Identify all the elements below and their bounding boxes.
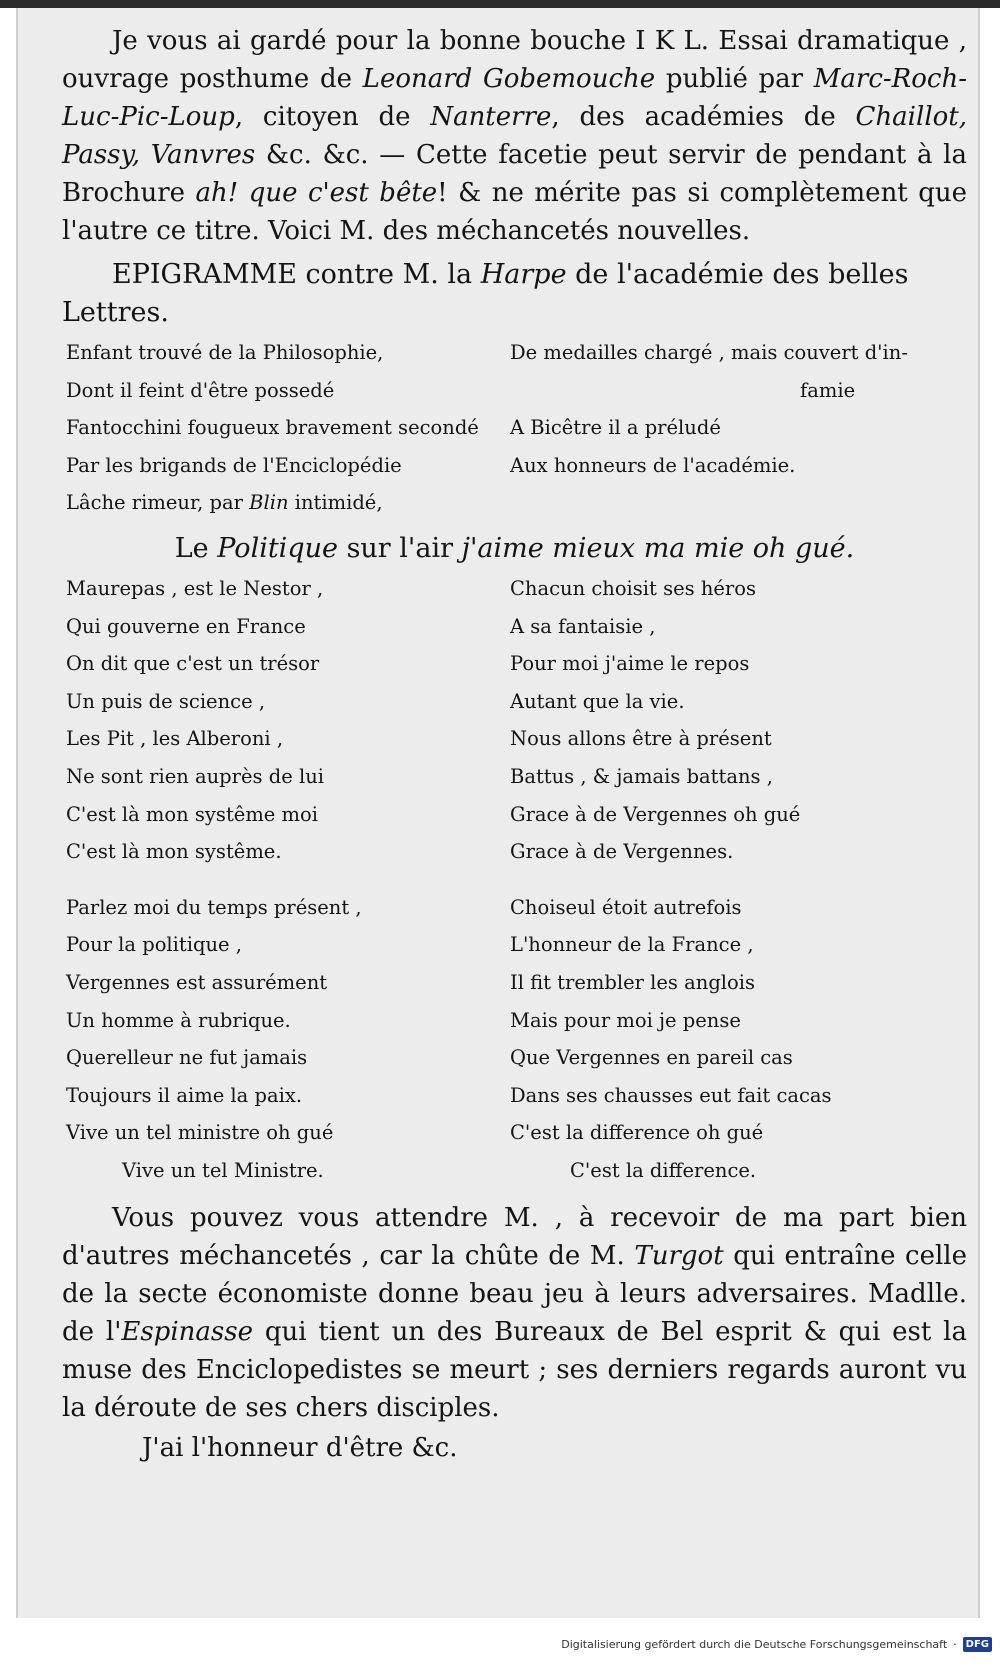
- song-stanza-1: [62, 570, 967, 871]
- verse-line: Parlez moi du temps présent ,: [66, 895, 362, 919]
- song-title-part: sur l'air: [337, 532, 462, 564]
- verse-line: Vergennes est assurément: [66, 970, 328, 994]
- verse-line: Ne sont rien auprès de lui: [66, 764, 324, 788]
- footer-credit: Digitalisierung gefördert durch die Deutsche Forschungsgemeinschaft: [561, 1637, 948, 1651]
- verse-line-empty: [510, 484, 967, 522]
- verse-line: Chacun choisit ses héros: [510, 576, 756, 600]
- verse-line: C'est là mon systême moi: [66, 802, 319, 826]
- verse-line: Un homme à rubrique.: [66, 1008, 291, 1032]
- intro-place: Nanterre: [430, 102, 552, 132]
- verse-line: Dont il feint d'être possedé: [66, 378, 335, 402]
- intro-author: Leonard Gobemouche: [362, 64, 656, 94]
- verse-line: Vive un tel Ministre.: [122, 1158, 324, 1182]
- song-title: [62, 530, 967, 568]
- verse-line: Qui gouverne en France: [66, 614, 306, 638]
- song-title-part: Le: [174, 532, 218, 564]
- closing-text: Vous pouvez vous attendre M. , à recevoir de ma part bien d'autres méchancetés , car la chûte de M.: [62, 1203, 967, 1272]
- intro-editor: Marc-Roch-Luc-Pic-Loup: [62, 64, 967, 132]
- footer-separator: ·: [953, 1637, 957, 1651]
- verse-line: C'est la difference oh gué: [510, 1121, 764, 1145]
- intro-text: publié par: [655, 64, 814, 94]
- verse-line: Querelleur ne fut jamais: [66, 1046, 308, 1070]
- closing-name: Espinasse: [121, 1317, 253, 1348]
- epigram-title: [62, 256, 967, 332]
- verse-line: Par les brigands de l'Enciclopédie: [66, 453, 402, 477]
- verse-line: Que Vergennes en pareil cas: [510, 1046, 793, 1070]
- verse-line: De medailles chargé , mais couvert d'in-: [510, 341, 908, 364]
- intro-text: , citoyen de: [234, 102, 431, 132]
- verse-line: Un puis de science ,: [66, 689, 266, 713]
- intro-text: , des académies de: [551, 102, 856, 132]
- top-edge-bar: [0, 0, 1000, 8]
- intro-places: Chaillot, Passy, Vanvres: [62, 102, 967, 170]
- verse-line: Pour moi j'aime le repos: [510, 652, 750, 676]
- page-content: [62, 22, 967, 1467]
- verse-line: Maurepas , est le Nestor ,: [66, 576, 324, 600]
- verse-text: Lâche rimeur, par: [66, 491, 250, 515]
- stanza-gap: [62, 871, 967, 889]
- intro-paragraph: [62, 22, 967, 250]
- verse-text: intimidé,: [288, 491, 383, 515]
- verse-line: C'est la difference.: [570, 1158, 757, 1182]
- verse-line: Vive un tel ministre oh gué: [66, 1121, 334, 1145]
- song-stanza-2: [62, 889, 967, 1190]
- epigram-title-part: EPIGRAMME contre M. la: [112, 259, 481, 290]
- epigram-verses: [62, 334, 967, 522]
- verse-line: Aux honneurs de l'académie.: [510, 453, 796, 477]
- song-title-air: j'aime mieux ma mie oh gué.: [461, 532, 855, 564]
- verse-line: Nous allons être à présent: [510, 727, 772, 751]
- verse-line: Grace à de Vergennes.: [510, 840, 734, 864]
- verse-line: Autant que la vie.: [510, 689, 685, 713]
- closing-text: qui entraîne celle de la secte économiste donne beau jeu à leurs adversaires. Madlle. de l': [62, 1241, 968, 1348]
- verse-line: On dit que c'est un trésor: [66, 652, 320, 676]
- verse-line: Fantocchini fougueux bravement secondé: [66, 416, 479, 440]
- verse-line: A sa fantaisie ,: [510, 614, 656, 638]
- verse-line: Toujours il aime la paix.: [66, 1083, 303, 1107]
- verse-line: Battus , & jamais battans ,: [510, 764, 773, 788]
- verse-line: Mais pour moi je pense: [510, 1008, 741, 1032]
- song-title-name: Politique: [217, 532, 338, 564]
- verse-line: Il fit trembler les anglois: [510, 970, 756, 994]
- intro-text: Je vous ai gardé pour la bonne bouche I K L. Essai dramatique , ouvrage posthume de: [62, 26, 967, 94]
- verse-line: Grace à de Vergennes oh gué: [510, 802, 801, 826]
- verse-name: Blin: [249, 491, 289, 515]
- verse-line: [62, 484, 510, 522]
- verse-line: Pour la politique ,: [66, 933, 242, 957]
- verse-line: Les Pit , les Alberoni ,: [66, 727, 284, 751]
- verse-line: Choiseul étoit autrefois: [510, 895, 742, 919]
- verse-line: A Bicêtre il a préludé: [510, 416, 721, 440]
- intro-text: ! & ne mérite pas si complètement que l'autre ce titre. Voici M. des méchancetés nouvelles.: [62, 178, 968, 246]
- signature-line: J'ai l'honneur d'être &c.: [142, 1433, 458, 1464]
- dfg-logo-icon[interactable]: DFG: [963, 1637, 992, 1652]
- intro-text: &c. &c. — Cette facetie peut servir de pendant à la Brochure: [62, 140, 967, 208]
- closing-paragraph: [62, 1199, 967, 1427]
- verse-line: L'honneur de la France ,: [510, 933, 754, 957]
- intro-brochure-title: ah! que c'est bête: [195, 178, 438, 208]
- epigram-title-name: Harpe: [480, 259, 567, 290]
- verse-line: Dans ses chausses eut fait cacas: [510, 1083, 832, 1107]
- closing-text: qui tient un des Bureaux de Bel esprit & qui est la muse des Enciclopedistes se meurt ; ses derniers regards auront vu la déroute de ses chers disciples.: [62, 1317, 967, 1424]
- verse-line: C'est là mon systême.: [66, 840, 282, 864]
- closing-name: Turgot: [634, 1241, 724, 1272]
- verse-line: Enfant trouvé de la Philosophie,: [66, 341, 384, 364]
- verse-line: famie: [800, 378, 856, 402]
- scanned-page: [16, 8, 980, 1618]
- digitization-footer: [561, 1627, 992, 1661]
- epigram-title-part: de l'académie des belles Lettres.: [62, 259, 909, 328]
